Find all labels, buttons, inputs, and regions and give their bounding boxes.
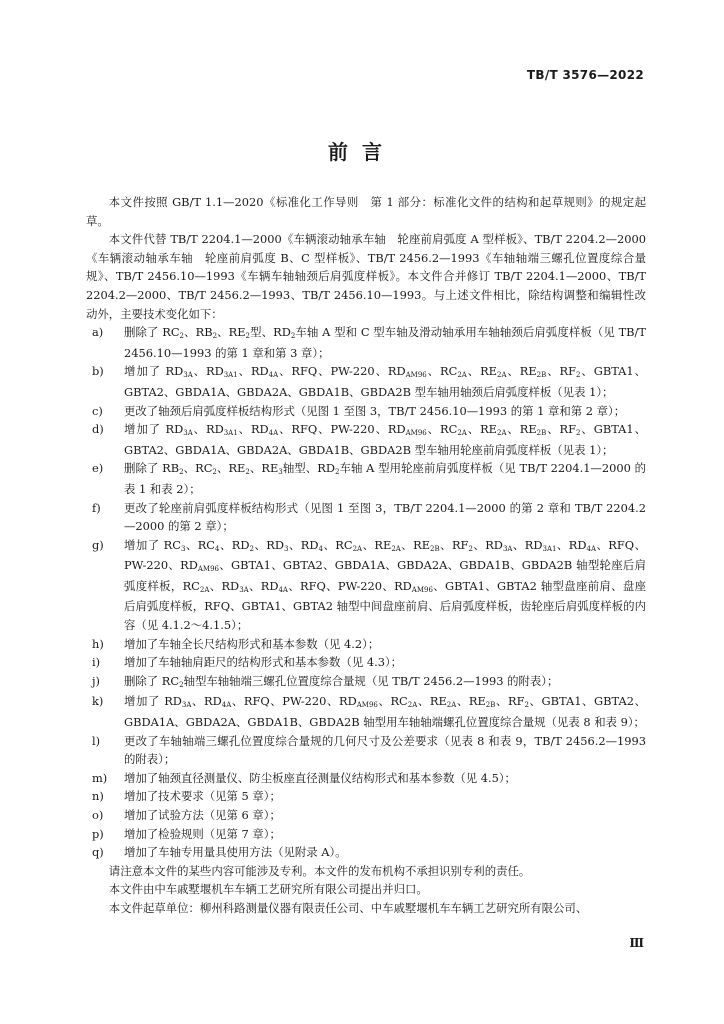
list-item-label: p) bbox=[92, 826, 104, 841]
list-item-text: 增加了 $RC_3$、$RC_4$、$RD_2$、$RD_3$、$RD_4$、$RC_{2A}$、$RE_{2A}$、$RE_{2B}$、$RF_2$、$RD_{3A}$、$RD_{3A1}$、$RD_{4A}$、RFQ、PW-220、$RD_{AM96}$、GBTA1、GBTA2、GBDA1A、GBDA2A、GBDA1B、GBDA2B 轴型轮座后肩弧度样板，$RC_{2A}$、$RD_{3A}$、$RD_{4A}$、RFQ、PW-220、$RD_{AM96}$、GBTA1、GBTA2 轴型盘座前肩、盘座后肩弧度样板，RFQ、GBTA1、GBTA2 轴型中间盘座前肩、后肩弧度样板，齿轮座后肩弧度样板的内容（见 4.1.2～4.1.5）； bbox=[124, 537, 647, 633]
list-item bbox=[86, 459, 646, 498]
list-item bbox=[86, 653, 646, 672]
list-item-text: 增加了技术要求（见第 5 章）； bbox=[124, 789, 281, 804]
list-item-label: m) bbox=[92, 770, 108, 785]
document-body bbox=[86, 193, 646, 918]
page-title: 前言 bbox=[328, 140, 396, 164]
list-item-text: 更改了车轴轴端三螺孔位置度综合量规的几何尺寸及公差要求（见表 8 和表 9，TB/T 2456.2—1993 的附表）； bbox=[124, 733, 646, 767]
intro-paragraph: 本文件按照 GB/T 1.1—2020《标准化工作导则 第 1 部分：标准化文件的结构和起草规则》的规定起草。 bbox=[86, 195, 646, 228]
list-item-text: 增加了检验规则（见第 7 章）； bbox=[124, 826, 281, 841]
standard-number: TB/T 3576—2022 bbox=[526, 68, 644, 82]
list-item-text: 更改了轴颈后肩弧度样板结构形式（见图 1 至图 3，TB/T 2456.10—1993 的第 1 章和第 2 章）； bbox=[124, 403, 626, 418]
list-item-label: i) bbox=[92, 655, 101, 670]
list-item-text: 删除了 $RB_2$、$RC_2$、$RE_2$、$RE_3$轴型、$RD_2$车轴 A 型用轮座前肩弧度样板（见 TB/T 2204.1—2000 的表 1 和表 2）； bbox=[124, 461, 646, 496]
list-item bbox=[86, 499, 646, 536]
list-item-text: 增加了 $RD_{3A}$、$RD_{3A1}$、$RD_{4A}$、RFQ、PW-220、$RD_{AM96}$、$RC_{2A}$、$RE_{2A}$、$RE_{2B}$、$RF_2$、GBTA1、GBTA2、GBDA1A、GBDA2A、GBDA1B、GBDA2B 型车轴用轮座前肩弧度样板（见表 1）； bbox=[124, 422, 646, 457]
intro-paragraph: 本文件代替 TB/T 2204.1—2000《车辆滚动轴承车轴 轮座前肩弧度 A 型样板》、TB/T 2204.2—2000《车辆滚动轴承车轴 轮座前肩弧度 B、C 型样板》、TB/T 2456.2—1993《车轴轴端三螺孔位置度综合量规》、TB/T 2456.10—1993《车辆车轴轴颈后肩弧度样板》。本文件合并修订 TB/T 2204.1—2000、TB/T 2204.2—2000、TB/T 2456.2—1993、TB/T 2456.10—1993。与上述文件相比，除结构调整和编辑性改动外，主要技术变化如下： bbox=[86, 232, 646, 321]
list-item-text: 增加了 $RD_{3A}$、$RD_{3A1}$、$RD_{4A}$、RFQ、PW-220、$RD_{AM96}$、$RC_{2A}$、$RE_{2A}$、$RE_{2B}$、$RF_2$、GBTA1、GBTA2、GBDA1A、GBDA2A、GBDA1B、GBDA2B 型车轴用轴颈后肩弧度样板（见表 1）； bbox=[124, 364, 646, 399]
list-item-label: b) bbox=[92, 364, 104, 379]
list-item-label: k) bbox=[92, 694, 104, 709]
list-item bbox=[86, 692, 646, 731]
list-item-text: 增加了轴颈直径测量仪、防尘板座直径测量仪结构形式和基本参数（见 4.5）； bbox=[124, 770, 516, 785]
list-item bbox=[86, 732, 646, 769]
list-item bbox=[86, 787, 646, 806]
list-item bbox=[86, 362, 646, 401]
list-item-label: j) bbox=[92, 673, 100, 688]
list-item-label: o) bbox=[92, 808, 104, 822]
list-item-text: 增加了试验方法（见第 6 章）； bbox=[124, 808, 281, 822]
list-item-text: 更改了轮座前肩弧度样板结构形式（见图 1 至图 3，TB/T 2204.1—2000 的第 2 章和 TB/T 2204.2—2000 的第 2 章）； bbox=[124, 500, 646, 534]
list-item-label: h) bbox=[92, 636, 104, 651]
list-item bbox=[86, 769, 646, 788]
list-item bbox=[86, 323, 646, 362]
list-item bbox=[86, 843, 646, 862]
list-item-label: a) bbox=[92, 325, 104, 340]
list-item-label: q) bbox=[92, 845, 104, 860]
page-number: Ⅲ bbox=[629, 936, 644, 950]
list-item bbox=[86, 672, 646, 693]
list-item bbox=[86, 635, 646, 654]
list-item-text: 增加了车轴专用量具使用方法（见附录 A）。 bbox=[124, 845, 347, 860]
list-item-label: c) bbox=[92, 403, 103, 418]
list-item bbox=[86, 420, 646, 459]
list-item-label: l) bbox=[92, 733, 101, 748]
list-item-text: 增加了 $RD_{3A}$、$RD_{4A}$、RFQ、PW-220、$RD_{AM96}$、$RC_{2A}$、$RE_{2A}$、$RE_{2B}$、$RF_2$、GBTA1、GBTA2、GBDA1A、GBDA2A、GBDA1B、GBDA2B 轴型用车轴轴端螺孔位置度综合量规（见表 8 和表 9）； bbox=[124, 694, 646, 730]
closing-paragraph: 本文件起草单位：柳州科路测量仪器有限责任公司、中车戚墅堰机车车辆工艺研究所有限公司、 bbox=[108, 900, 588, 915]
list-item bbox=[86, 825, 646, 844]
list-item bbox=[86, 806, 646, 825]
list-item-label: e) bbox=[92, 461, 104, 476]
list-item-label: d) bbox=[92, 422, 104, 437]
closing-paragraph: 本文件由中车戚墅堰机车车辆工艺研究所有限公司提出并归口。 bbox=[108, 882, 428, 897]
list-item-text: 增加了车轴轴肩距尺的结构形式和基本参数（见 4.3）； bbox=[124, 655, 403, 670]
list-item-label: g) bbox=[92, 537, 104, 552]
list-item-label: f) bbox=[92, 500, 101, 515]
change-list bbox=[86, 323, 646, 862]
list-item-text: 删除了 $RC_2$、$RB_2$、$RE_2$型、$RD_2$车轴 A 型和 C 型车轴及滑动轴承用车轴轴颈后肩弧度样板（见 TB/T 2456.10—1993 的第 1 章和第 3 章）； bbox=[124, 325, 646, 360]
closing-paragraph: 请注意本文件的某些内容可能涉及专利。本文件的发布机构不承担识别专利的责任。 bbox=[108, 863, 531, 878]
list-item bbox=[86, 536, 646, 635]
intro-section bbox=[86, 193, 646, 323]
closing-section bbox=[86, 862, 646, 918]
list-item-text: 删除了 $RC_2$轴型车轴轴端三螺孔位置度综合量规（见 TB/T 2456.2—1993 的附表）； bbox=[124, 673, 559, 689]
list-item bbox=[86, 402, 646, 421]
list-item-text: 增加了车轴全长尺结构形式和基本参数（见 4.2）； bbox=[124, 636, 380, 651]
list-item-label: n) bbox=[92, 789, 104, 804]
